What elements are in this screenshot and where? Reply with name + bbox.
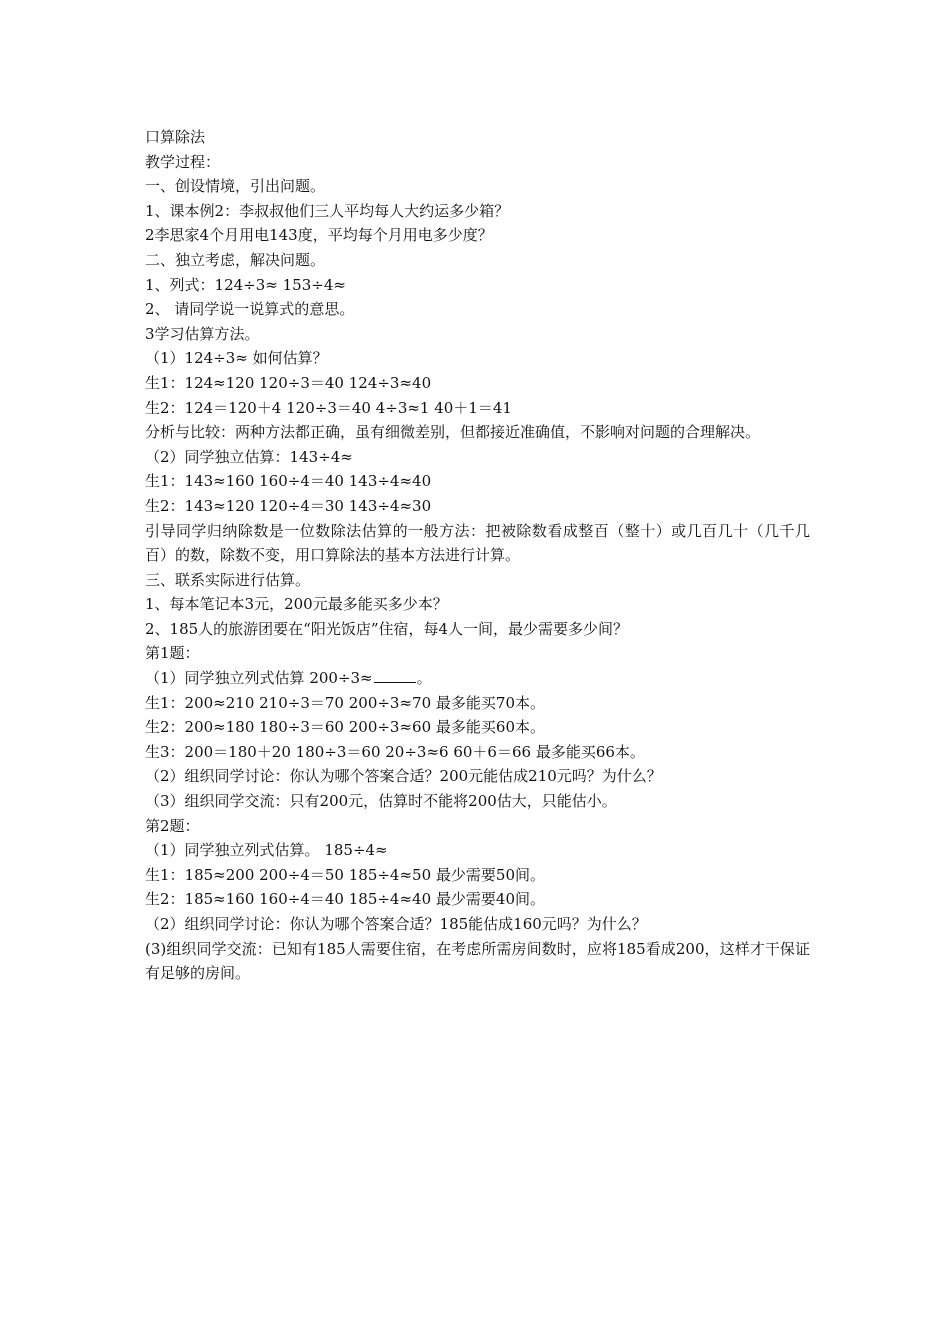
fill-blank-prefix: （1）同学独立列式估算 200÷3≈	[145, 669, 373, 688]
summary-paragraph: 引导同学归纳除数是一位数除法估算的一般方法：把被除数看成整百（整十）或几百几十（几千几百）的数，除数不变，用口算除法的基本方法进行计算。	[145, 521, 810, 565]
text-line: （2）组织同学讨论：你认为哪个答案合适？200元能估成210元吗？为什么？	[145, 767, 662, 786]
text-line: 1、课本例2：李叔叔他们三人平均每人大约运多少箱？	[145, 201, 510, 220]
section-label: 教学过程：	[145, 152, 221, 171]
fill-blank-line	[145, 666, 810, 691]
text-line: 生1：124≈120 120÷3＝40 124÷3≈40	[145, 373, 432, 392]
document-body	[145, 125, 810, 986]
text-line: 1、列式：124÷3≈ 153÷4≈	[145, 275, 346, 294]
closing-paragraph: (3)组织同学交流：已知有185人需要住宿，在考虑所需房间数时，应将185看成200，这样才干保证有足够的房间。	[145, 939, 810, 983]
section-heading-1: 一、创设情境，引出问题。	[145, 177, 326, 196]
text-line: 2、185人的旅游团要在“阳光饭店”住宿，每4人一间，最少需要多少间？	[145, 619, 629, 638]
section-heading-2: 二、独立考虑，解决问题。	[145, 250, 326, 269]
text-line: 生2：143≈120 120÷4＝30 143÷4≈30	[145, 496, 432, 515]
fill-blank-suffix: 。	[416, 669, 432, 688]
analysis-paragraph: 分析与比较：两种方法都正确，虽有细微差别，但都接近准确值，不影响对问题的合理解决。	[145, 423, 761, 442]
text-line: 2、 请同学说一说算式的意思。	[145, 300, 355, 319]
text-line: 生3：200＝180＋20 180÷3＝60 20÷3≈6 60＋6＝66 最多能买66本。	[145, 742, 645, 761]
text-line: （3）组织同学交流：只有200元，估算时不能将200估大，只能估小。	[145, 792, 617, 811]
text-line: 生2：200≈180 180÷3＝60 200÷3≈60 最多能买60本。	[145, 718, 545, 737]
text-line: 生1：200≈210 210÷3＝70 200÷3≈70 最多能买70本。	[145, 693, 545, 712]
text-line: 生2：124＝120＋4 120÷3＝40 4÷3≈1 40＋1＝41	[145, 398, 512, 417]
text-line: 生1：143≈160 160÷4＝40 143÷4≈40	[145, 472, 432, 491]
question-label-2: 第2题：	[145, 816, 200, 835]
question-label-1: 第1题：	[145, 644, 200, 663]
text-line: （1）同学独立列式估算。 185÷4≈	[145, 841, 388, 860]
text-line: （2）同学独立估算：143÷4≈	[145, 447, 353, 466]
text-line: 1、每本笔记本3元，200元最多能买多少本？	[145, 595, 448, 614]
text-line: 2李思家4个月用电143度，平均每个月用电多少度？	[145, 226, 493, 245]
text-line: 生1：185≈200 200÷4＝50 185÷4≈50 最少需要50间。	[145, 865, 545, 884]
text-line: （1）124÷3≈ 如何估算？	[145, 349, 328, 368]
text-line: （2）组织同学讨论：你认为哪个答案合适？185能估成160元吗？为什么？	[145, 915, 647, 933]
text-line: 3学习估算方法。	[145, 324, 260, 343]
doc-title: 口算除法	[145, 128, 206, 146]
section-heading-3: 三、联系实际进行估算。	[145, 570, 311, 589]
answer-blank	[374, 667, 416, 683]
text-line: 生2：185≈160 160÷4＝40 185÷4≈40 最少需要40间。	[145, 890, 545, 909]
